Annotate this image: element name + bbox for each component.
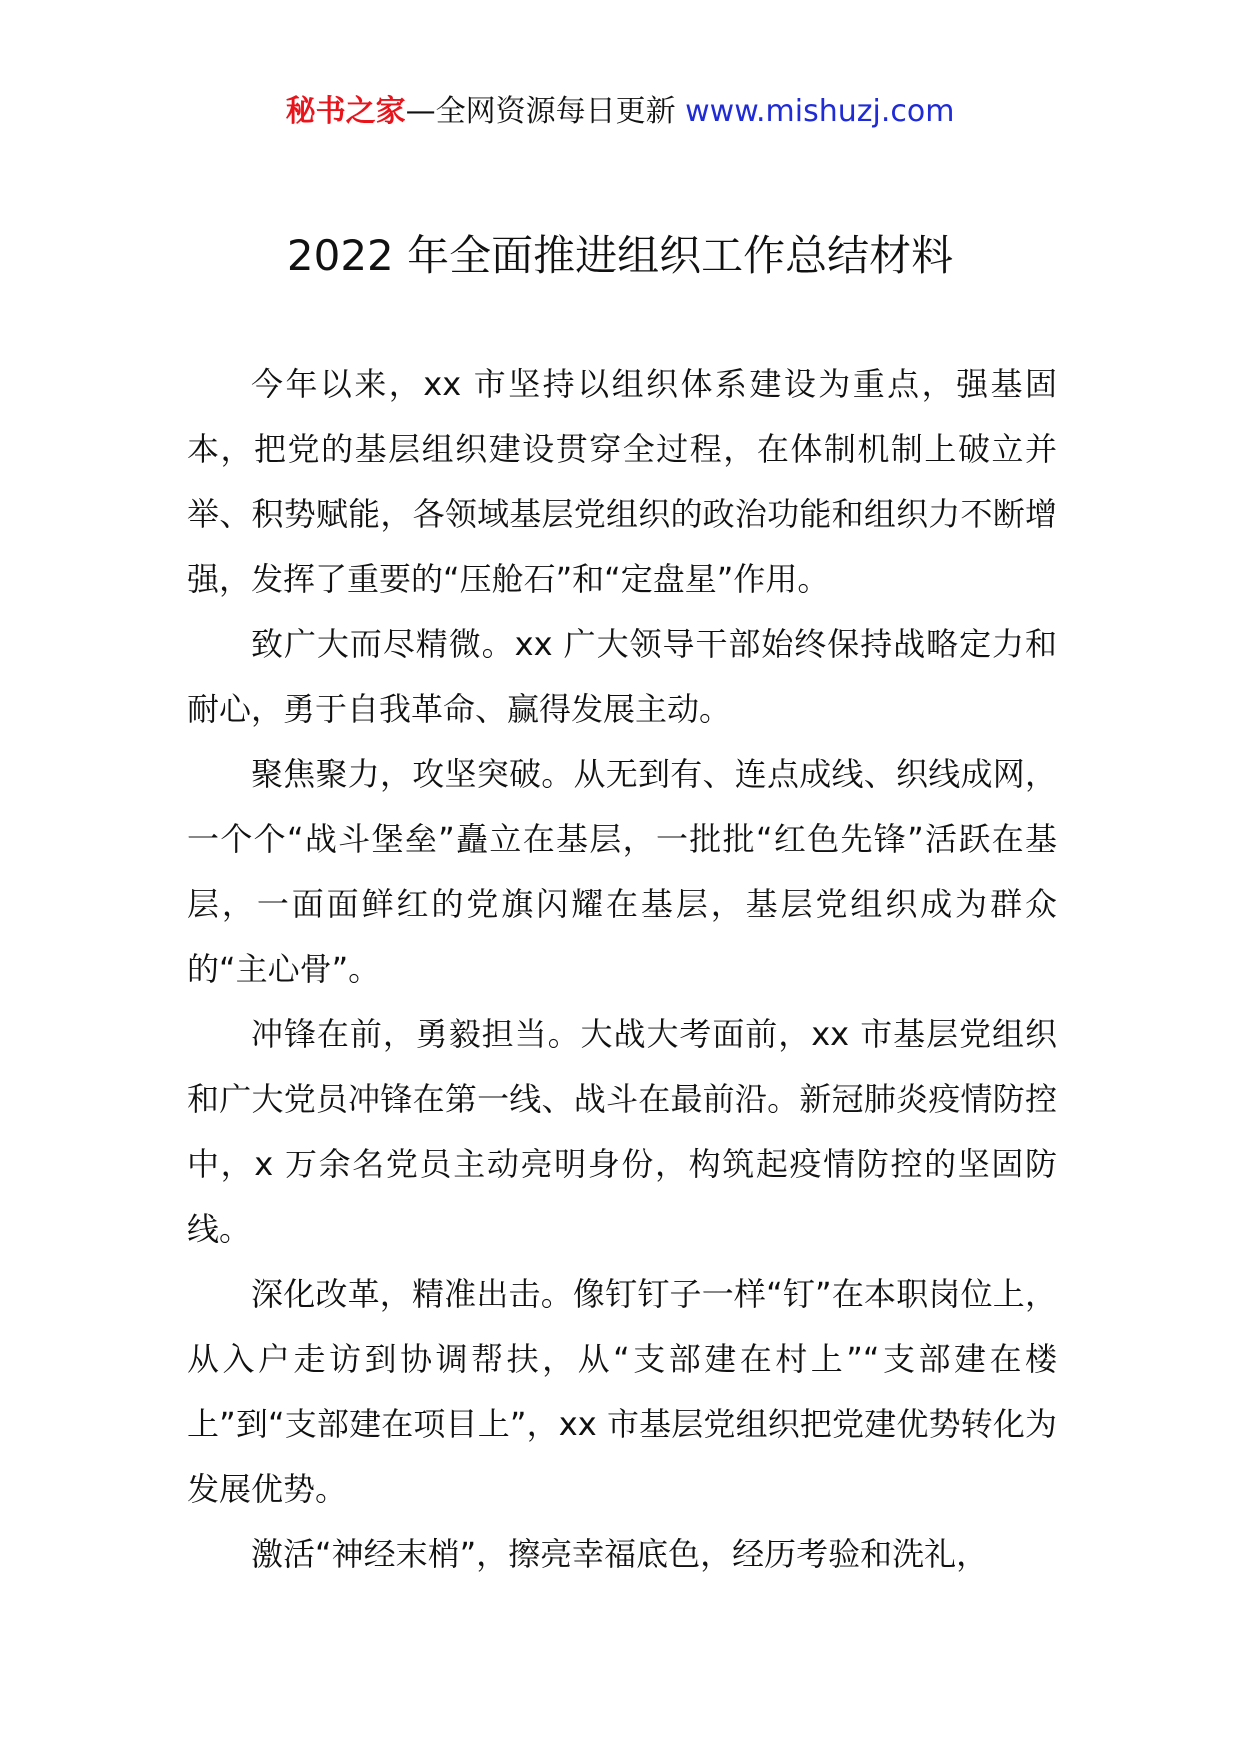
site-tagline: —全网资源每日更新 <box>405 94 676 129</box>
paragraph: 激活“神经末梢”，擦亮幸福底色，经历考验和洗礼， <box>251 1535 989 1573</box>
site-brand: 秘书之家 <box>285 94 406 129</box>
paragraph: 致广大而尽精微。xx 广大领导干部始终保持战略定力和耐心，勇于自我革命、赢得发展主动。 <box>187 625 1057 728</box>
paragraph: 今年以来，xx 市坚持以组织体系建设为重点，强基固本，把党的基层组织建设贯穿全过程，在体制机制上破立并举、积势赋能，各领域基层党组织的政治功能和组织力不断增强，发挥了重要的“压舱石”和“定盘星”作用。 <box>187 365 1057 598</box>
site-url-link[interactable]: www.mishuzj.com <box>685 94 955 129</box>
document-title: 2022 年全面推进组织工作总结材料 <box>286 231 954 280</box>
paragraph: 聚焦聚力，攻坚突破。从无到有、连点成线、织线成网，一个个“战斗堡垒”矗立在基层，一批批“红色先锋”活跃在基层，一面面鲜红的党旗闪耀在基层，基层党组织成为群众的“主心骨”。 <box>187 755 1057 988</box>
document-body <box>187 352 1057 1587</box>
paragraph: 深化改革，精准出击。像钉钉子一样“钉”在本职岗位上，从入户走访到协调帮扶，从“支部建在村上”“支部建在楼上”到“支部建在项目上”，xx 市基层党组织把党建优势转化为发展优势。 <box>187 1275 1057 1508</box>
site-header <box>0 92 1240 132</box>
paragraph: 冲锋在前，勇毅担当。大战大考面前，xx 市基层党组织和广大党员冲锋在第一线、战斗在最前沿。新冠肺炎疫情防控中，x 万余名党员主动亮明身份，构筑起疫情防控的坚固防线。 <box>187 1015 1057 1248</box>
